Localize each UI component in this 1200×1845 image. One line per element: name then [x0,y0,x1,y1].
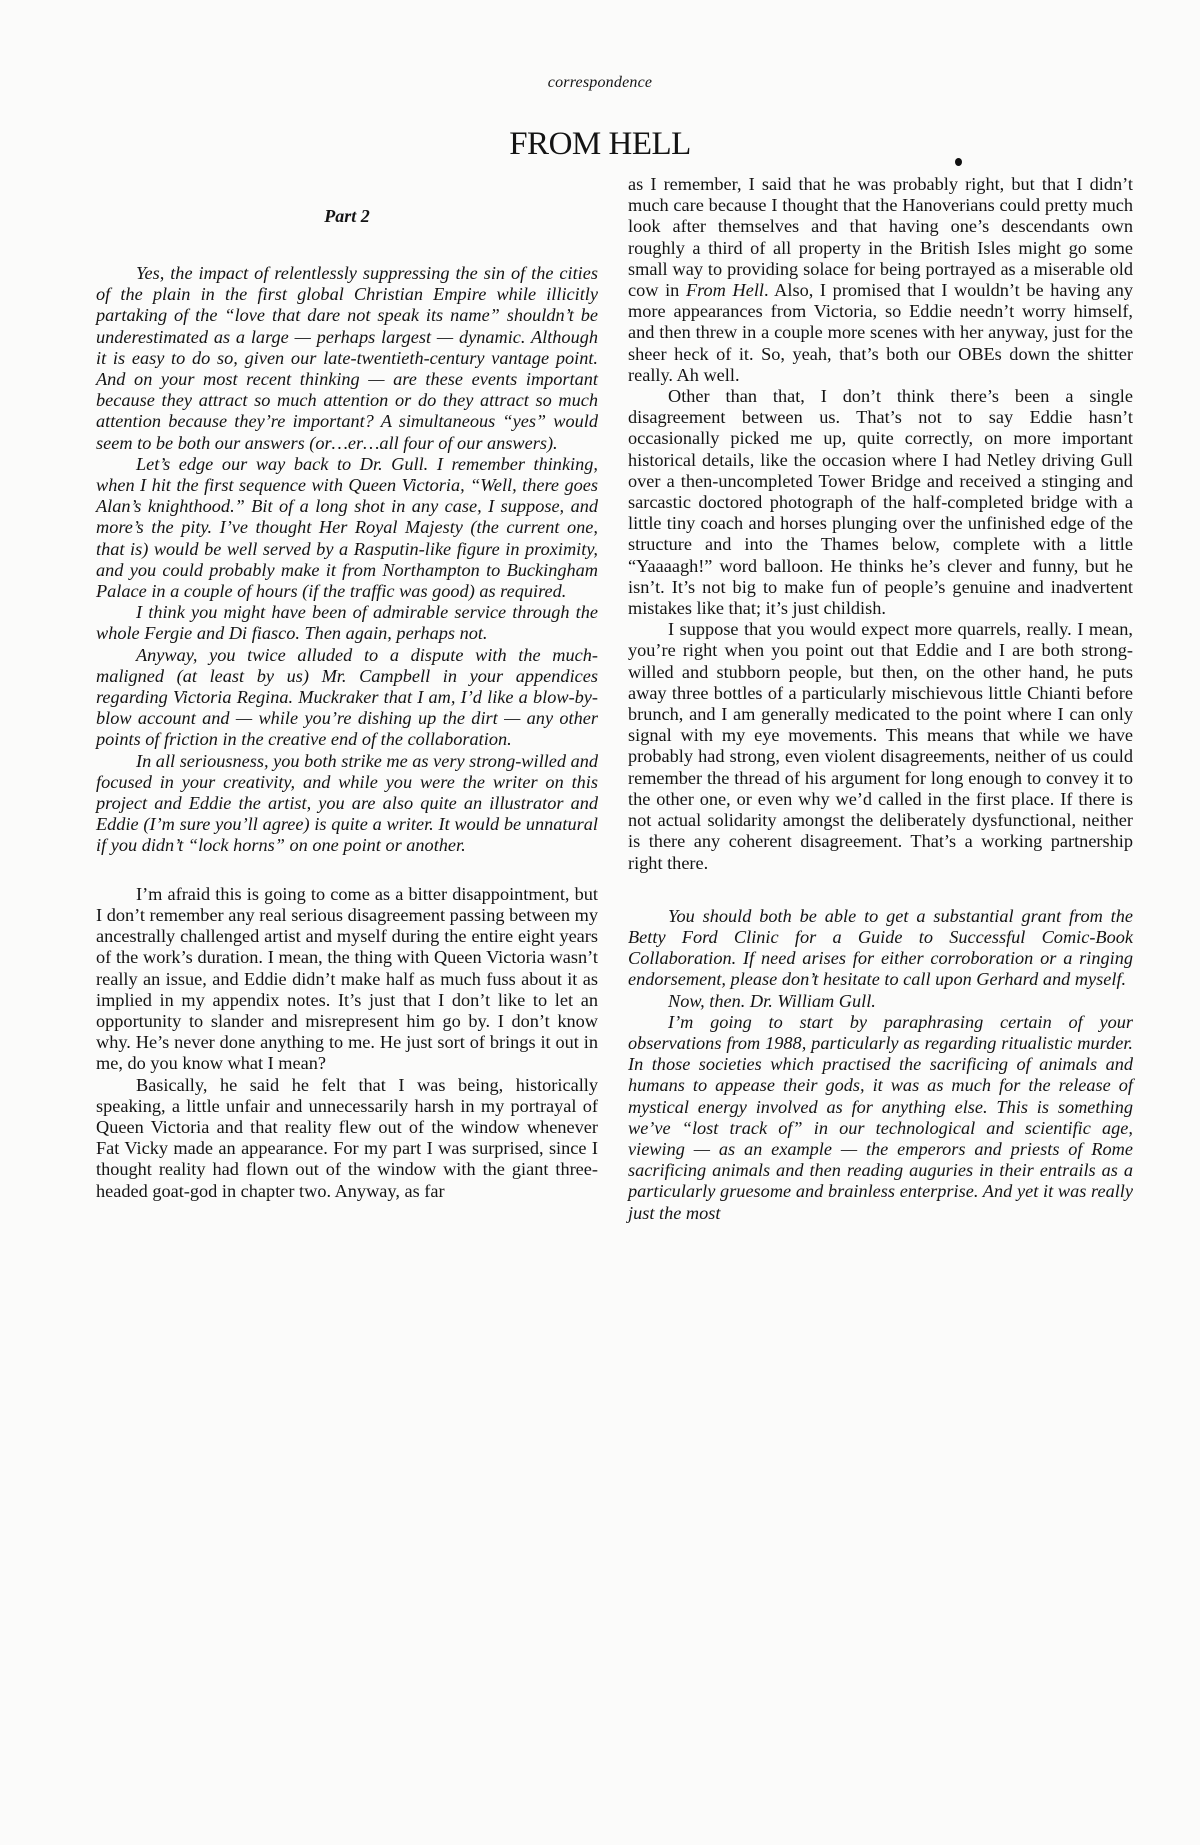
letter-section [96,263,598,857]
reply-section-continued [628,174,1133,874]
letter-section [628,906,1133,1224]
letter-paragraph: Anyway, you twice alluded to a dispute with the much-maligned (at least by us) Mr. Campbell in your appendices regarding Victoria Regina. Muckraker that I am, I’d like a blow-by-blow account and — while you’re dishing up the dirt — any other points of friction in the creative end of the collaboration. [96,644,598,750]
section-kicker: correspondence [547,74,653,91]
reply-text: as I remember, I said that he was probably right, but that I didn’t much care because I thought that the Hanoverians could pretty much look after themselves and that having one’s descendants own roughly a third of all property in the British Isles might go some small way to providing solace for being portrayed as a miserable old cow in [628,174,1133,301]
letter-paragraph: Yes, the impact of relentlessly suppressing the sin of the cities of the plain in the first global Christian Empire while illicitly partaking of the “love that dare not speak its name” shouldn’t be underestimated as a large — perhaps largest — dynamic. Although it is easy to do so, given our late-twentieth-century vantage point. And on your most recent thinking — are these events important because they attract so much attention or do they attract so much attention because they’re important? A simultaneous “yes” would seem to be both our answers (or…er…all four of our answers). [96,263,598,453]
reply-section [96,884,598,1202]
reply-text: . Also, I promised that I wouldn’t be having any more appearances from Victoria, so Eddie needn’t worry himself, and then threw in a couple more scenes with her anyway, just for the sheer heck of it. So, yeah, that’s both our OBEs down the shitter really. Ah well. [628,280,1133,385]
reply-paragraph-continued [628,174,1133,386]
right-column [628,174,1133,1224]
book-title: From Hell [685,280,764,301]
reply-paragraph: I suppose that you would expect more quarrels, really. I mean, you’re right when you point out that Eddie and I are both strong-willed and stubborn people, but then, on the other hand, he puts away three bottles of a particularly mischievous little Chianti before brunch, and I am generally medicated to the point where I can only signal with my eye movements. This means that while we have probably had strong, even violent disagreements, neither of us could remember the thread of his argument for long enough to convey it to the other one, or even why we’d called in the first place. If there is not actual solidarity amongst the deliberately dysfunctional, neither is there any coherent disagreement. That’s a working partnership right there. [628,619,1133,873]
reply-paragraph: Basically, he said he felt that I was being, historically speaking, a little unfair and unnecessarily harsh in my portrayal of Queen Victoria and that reality flew out of the window whenever Fat Vicky made an appearance. For my part I was surprised, since I thought reality had flown out of the window with the giant three-headed goat-god in chapter two. Anyway, as far [96,1074,598,1201]
page-title: FROM HELL [509,126,691,162]
left-column [96,206,598,1202]
letter-paragraph: I’m going to start by paraphrasing certain of your observations from 1988, particularly as regarding ritualistic murder. In those societies which practised the sacrificing of animals and humans to appease their gods, it was as much for the release of mystical energy involved as for anything else. This is something we’ve “lost track of” in our technological and scientific age, viewing — as an example — the emperors and priests of Rome sacrificing animals and then reading auguries in their entrails as a particularly gruesome and brainless enterprise. And yet it was really just the most [628,1011,1133,1223]
reply-paragraph: Other than that, I don’t think there’s been a single disagreement between us. That’s not to say Eddie hasn’t occasionally picked me up, quite correctly, on more important historical details, like the occasion where I had Netley driving Gull over a then-uncompleted Tower Bridge and received a stinging and sarcastic doctored photograph of the half-completed bridge with a little tiny coach and horses plunging over the unfinished edge of the structure and into the Thames below, complete with a little “Yaaaagh!” word balloon. He thinks he’s clever and funny, but he isn’t. It’s not big to make fun of people’s genuine and inadvertent mistakes like that; it’s just childish. [628,386,1133,619]
section-spacer [628,874,1133,906]
letter-paragraph: I think you might have been of admirable service through the whole Fergie and Di fiasco. Then again, perhaps not. [96,602,598,644]
reply-paragraph: I’m afraid this is going to come as a bitter disappointment, but I don’t remember any real serious disagreement passing between my ancestrally challenged artist and myself during the entire eight years of the work’s duration. I mean, the thing with Queen Victoria wasn’t really an issue, and Eddie didn’t make half as much fuss about it as implied in my appendix notes. It’s just that I don’t like to let an opportunity to slander and misrepresent him go by. I don’t know why. He’s never done anything to me. He just sort of brings it out in me, do you know what I mean? [96,883,598,1074]
part-heading: Part 2 [324,206,370,226]
bullet-dot-icon [955,158,962,166]
letter-paragraph: Let’s edge our way back to Dr. Gull. I remember thinking, when I hit the first sequence with Queen Victoria, “Well, there goes Alan’s knighthood.” Bit of a long shot in any case, I suppose, and more’s the pity. I’ve thought Her Royal Majesty (the current one, that is) would be well served by a Rasputin-like figure in proximity, and you could probably make it from Northampton to Buckingham Palace in a couple of hours (if the traffic was good) as required. [96,453,598,602]
letter-paragraph: You should both be able to get a substantial grant from the Betty Ford Clinic for a Guide to Successful Comic-Book Collaboration. If need arises for either corroboration or a ringing endorsement, please don’t hesitate to call upon Gerhard and myself. [628,905,1133,990]
letter-paragraph: Now, then. Dr. William Gull. [668,990,876,1011]
letter-paragraph: In all seriousness, you both strike me as very strong-willed and focused in your creativity, and while you were the writer on this project and Eddie the artist, you are also quite an illustrator and Eddie (I’m sure you’ll agree) is quite a writer. It would be unnatural if you didn’t “lock horns” on one point or another. [96,750,598,856]
section-spacer [96,857,598,884]
